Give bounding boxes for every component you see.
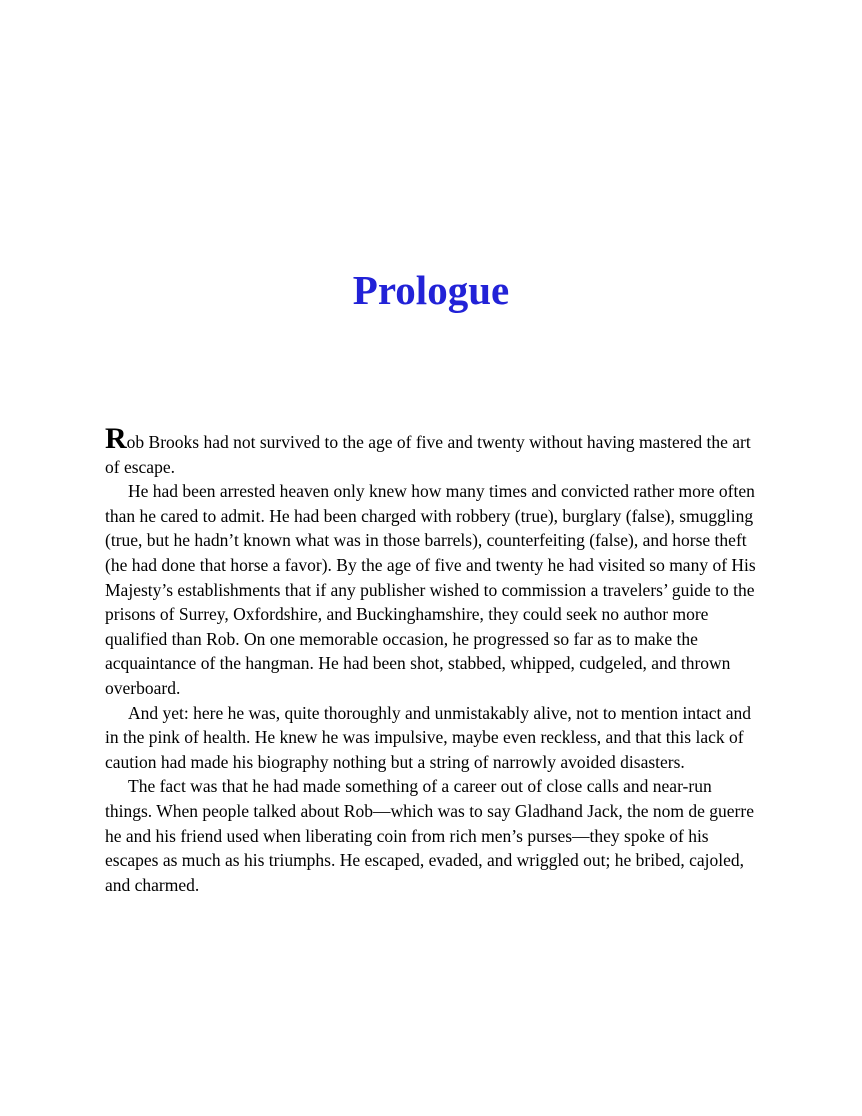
body-text xyxy=(105,422,757,897)
paragraph: The fact was that he had made something of a career out of close calls and near-run things. When people talked about Rob—which was to say Gladhand Jack, the nom de guerre he and his friend used when liberating coin from rich men’s purses—they spoke of his escapes as much as his triumphs. He escaped, evaded, and wriggled out; he bribed, cajoled, and charmed. xyxy=(105,776,754,895)
paragraph: And yet: here he was, quite thoroughly and unmistakably alive, not to mention intact and in the pink of health. He knew he was impulsive, maybe even reckless, and that this lack of caution had made his biography nothing but a string of narrowly avoided disasters. xyxy=(105,702,752,772)
chapter-title: Prologue xyxy=(352,267,510,313)
paragraph-opening: Rob Brooks had not survived to the age of five and twenty without having mastered the art of escape. xyxy=(105,422,751,477)
paragraph: He had been arrested heaven only knew how many times and convicted rather more often than he cared to admit. He had been charged with robbery (true), burglary (false), smuggling (true, but he hadn’t known what was in those barrels), counterfeiting (false), and horse theft (he had done that horse a favor). By the age of five and twenty he had visited so many of His Majesty’s establishments that if any publisher wished to commission a travelers’ guide to the prisons of Surrey, Oxfordshire, and Buckinghamshire, they could seek no author more qualified than Rob. On one memorable occasion, he progressed so far as to make the acquaintance of the hangman. He had been shot, stabbed, whipped, cudgeled, and thrown overboard. xyxy=(105,481,756,698)
